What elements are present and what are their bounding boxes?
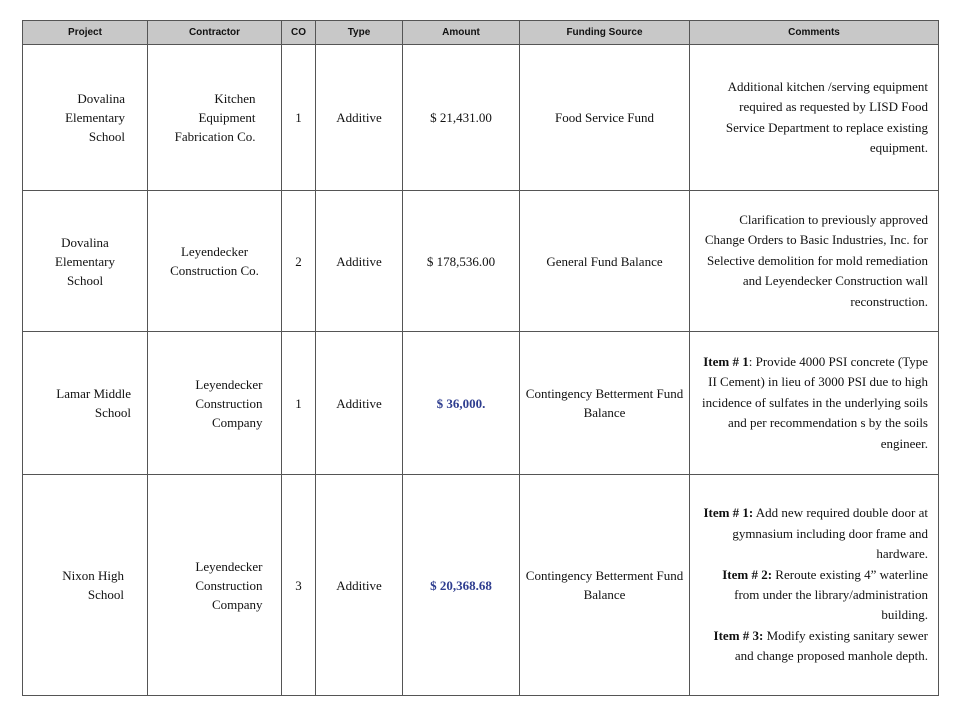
cell-comments — [690, 475, 939, 696]
header-project: Project — [23, 21, 148, 45]
contractor-text: Leyendecker Construction Co. — [170, 244, 259, 278]
project-text: Lamar Middle School — [56, 386, 131, 420]
cell-funding-source: Food Service Fund — [520, 45, 690, 191]
item-label: Item # 1 — [703, 353, 749, 369]
cell-amount: $ 36,000. — [403, 332, 520, 475]
cell-type: Additive — [316, 45, 403, 191]
item-text: Add new required double door at gymnasium including door frame and hardware. — [732, 505, 928, 562]
cell-type: Additive — [316, 191, 403, 332]
cell-contractor — [148, 332, 282, 475]
cell-comments — [690, 332, 939, 475]
header-row — [23, 21, 939, 45]
header-comments: Comments — [690, 21, 939, 45]
project-text: Dovalina Elementary School — [65, 91, 125, 144]
header-contractor: Contractor — [148, 21, 282, 45]
table-row — [23, 475, 939, 696]
item-text: Modify existing sanitary sewer and change proposed manhole depth. — [734, 627, 928, 664]
cell-project — [23, 45, 148, 191]
item-label: Item # 2: — [722, 566, 773, 582]
cell-funding-source: General Fund Balance — [520, 191, 690, 332]
cell-amount: $ 178,536.00 — [403, 191, 520, 332]
table-row — [23, 45, 939, 191]
cell-project — [23, 475, 148, 696]
header-type: Type — [316, 21, 403, 45]
item-label: Item # 1: — [703, 505, 754, 521]
cell-co: 1 — [282, 332, 316, 475]
header-amount: Amount — [403, 21, 520, 45]
project-text: Nixon High School — [62, 568, 124, 602]
cell-amount: $ 21,431.00 — [403, 45, 520, 191]
cell-comments: Additional kitchen /serving equipment required as requested by LISD Food Service Department to replace existing equipment. — [690, 45, 939, 191]
cell-co: 3 — [282, 475, 316, 696]
cell-co: 2 — [282, 191, 316, 332]
cell-comments: Clarification to previously approved Change Orders to Basic Industries, Inc. for Selective demolition for mold remediation and Leyendecker Construction wall reconstruction. — [690, 191, 939, 332]
header-co: CO — [282, 21, 316, 45]
cell-funding-source: Contingency Betterment Fund Balance — [520, 475, 690, 696]
cell-funding-source: Contingency Betterment Fund Balance — [520, 332, 690, 475]
table-row — [23, 191, 939, 332]
cell-type: Additive — [316, 475, 403, 696]
change-order-table — [22, 20, 939, 696]
item-text: Reroute existing 4” waterline from under the library/administration building. — [734, 566, 928, 623]
cell-project — [23, 332, 148, 475]
cell-type: Additive — [316, 332, 403, 475]
contractor-text: Leyendecker Construction Company — [195, 376, 263, 430]
item-text: : Provide 4000 PSI concrete (Type II Cement) in lieu of 3000 PSI due to high incidence of sulfates in the underlying soils and per recommendation s by the soils engineer. — [701, 353, 928, 451]
contractor-text: Leyendecker Construction Company — [195, 558, 263, 612]
cell-project — [23, 191, 148, 332]
cell-contractor — [148, 475, 282, 696]
project-text: Dovalina Elementary School — [55, 234, 115, 288]
cell-amount: $ 20,368.68 — [403, 475, 520, 696]
cell-contractor — [148, 45, 282, 191]
contractor-text: Kitchen Equipment Fabrication Co. — [174, 91, 256, 144]
header-funding-source: Funding Source — [520, 21, 690, 45]
cell-co: 1 — [282, 45, 316, 191]
cell-contractor — [148, 191, 282, 332]
item-label: Item # 3: — [713, 627, 764, 643]
table-row — [23, 332, 939, 475]
